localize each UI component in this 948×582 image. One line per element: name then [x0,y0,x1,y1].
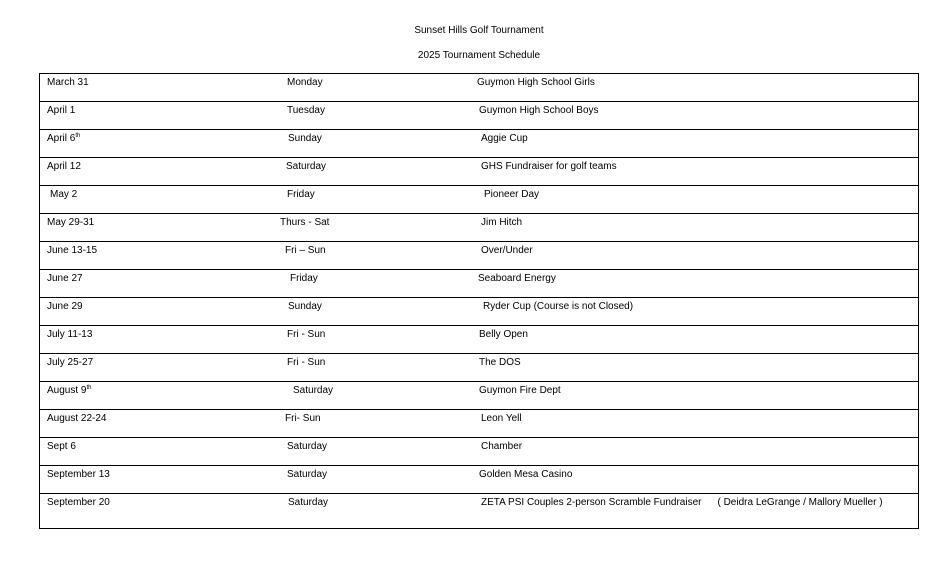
date-cell: June 29 [47,301,83,312]
table-row [40,438,918,466]
date-text: April 6 [47,133,76,144]
document-subtitle: 2025 Tournament Schedule [417,50,541,61]
day-cell: Sunday [288,301,322,312]
date-cell: Sept 6 [47,441,76,452]
date-cell: June 27 [47,273,83,284]
date-cell: April 1 [47,105,76,116]
event-cell: Golden Mesa Casino [479,469,573,480]
table-row [40,494,918,529]
event-cell: GHS Fundraiser for golf teams [481,161,617,172]
event-cell [481,497,883,508]
day-cell: Fri - Sun [287,357,326,368]
date-cell [47,133,80,144]
table-row [40,102,918,130]
day-cell: Saturday [288,497,329,508]
table-row [40,298,918,326]
table-row [40,270,918,298]
date-cell: May 2 [50,189,78,200]
event-note: ( Deidra LeGrange / Mallory Mueller ) [717,497,883,508]
event-cell: Pioneer Day [484,189,540,200]
day-cell: Monday [287,77,323,88]
date-cell: July 25-27 [47,357,94,368]
schedule-table [39,73,919,529]
date-cell: April 12 [47,161,81,172]
event-cell: Seaboard Energy [478,273,556,284]
table-row [40,326,918,354]
event-cell: Chamber [481,441,523,452]
day-cell: Thurs - Sat [280,217,330,228]
date-cell: March 31 [47,77,89,88]
day-cell: Saturday [287,441,328,452]
date-cell: September 20 [47,497,110,508]
day-cell: Fri- Sun [285,413,321,424]
date-cell: September 13 [47,469,110,480]
date-cell [47,385,92,396]
day-cell: Friday [290,273,318,284]
day-cell: Saturday [287,469,328,480]
day-cell: Tuesday [287,105,325,116]
date-cell: July 11-13 [47,329,93,340]
table-row [40,214,918,242]
event-cell: Over/Under [481,245,533,256]
day-cell: Friday [287,189,315,200]
table-row [40,466,918,494]
table-row [40,354,918,382]
table-row [40,74,918,102]
table-row [40,158,918,186]
ordinal-suffix: th [75,133,81,139]
event-cell: Jim Hitch [481,217,523,228]
day-cell: Fri – Sun [285,245,326,256]
event-cell: Ryder Cup (Course is not Closed) [483,301,634,312]
event-cell: The DOS [479,357,521,368]
day-cell: Sunday [288,133,322,144]
table-row [40,186,918,214]
event-cell: Leon Yell [481,413,522,424]
event-cell: Guymon High School Girls [477,77,595,88]
day-cell: Saturday [293,385,334,396]
table-row [40,382,918,410]
event-cell: Guymon High School Boys [479,105,599,116]
table-row [40,242,918,270]
event-cell: Guymon Fire Dept [479,385,561,396]
table-row [40,130,918,158]
day-cell: Fri - Sun [287,329,326,340]
date-cell: August 22-24 [47,413,107,424]
document-title: Sunset Hills Golf Tournament [414,25,544,36]
day-cell: Saturday [286,161,327,172]
date-cell: June 13-15 [47,245,98,256]
table-row [40,410,918,438]
event-cell: Aggie Cup [481,133,528,144]
event-text: ZETA PSI Couples 2-person Scramble Fundraiser [481,497,702,508]
ordinal-suffix: th [86,385,92,391]
date-cell: May 29-31 [47,217,95,228]
date-text: August 9 [47,385,87,396]
event-cell: Belly Open [479,329,528,340]
